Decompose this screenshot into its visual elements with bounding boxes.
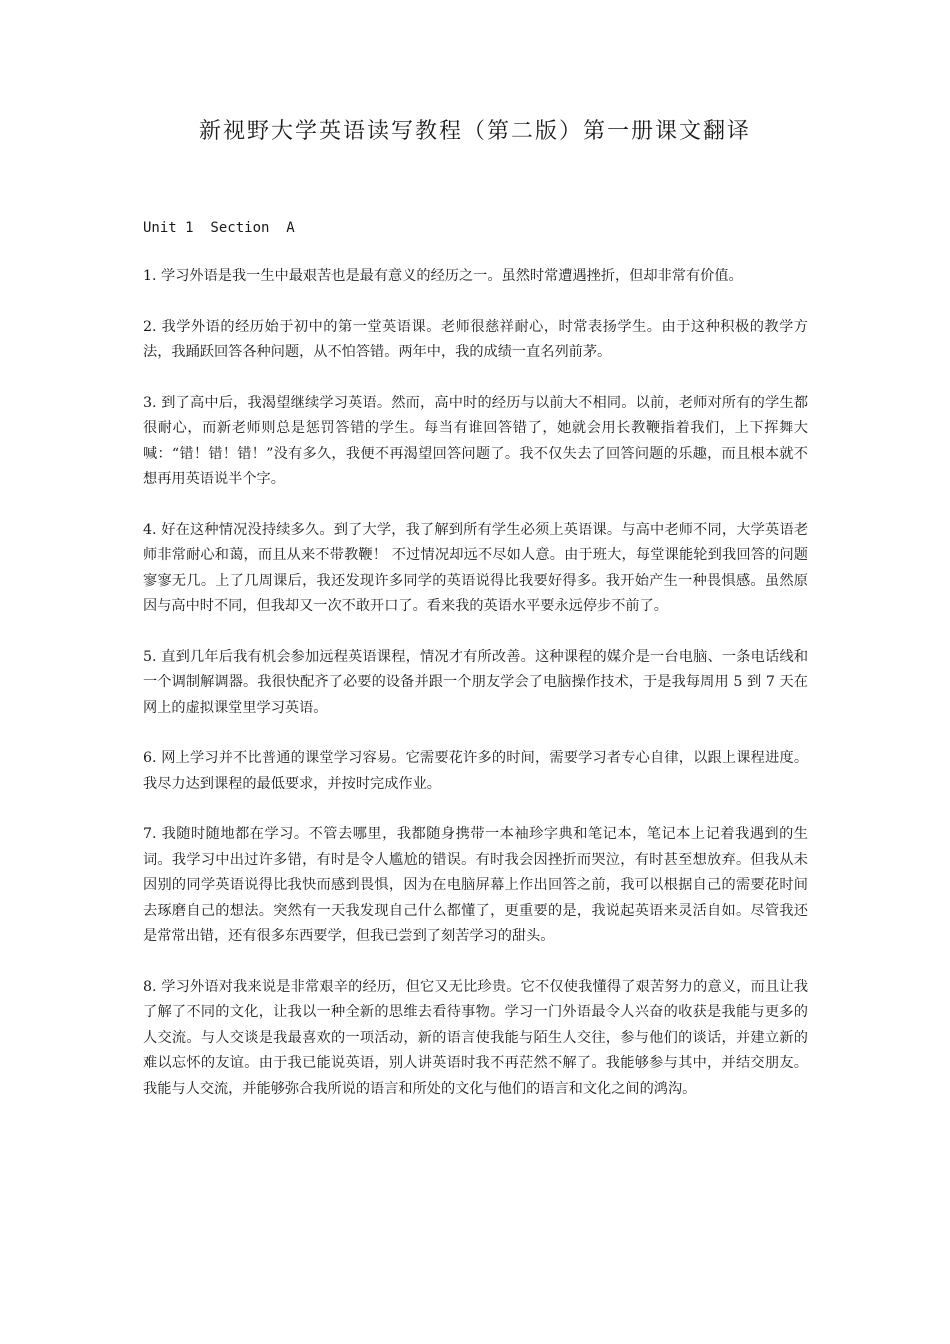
paragraph-5 (143, 645, 808, 722)
paragraph-number: 8. (143, 978, 162, 995)
paragraph-2 (143, 315, 808, 366)
paragraph-text: 学习外语是我一生中最艰苦也是最有意义的经历之一。虽然时常遭遇挫折，但却非常有价值。 (161, 268, 743, 284)
paragraph-text: 学习外语对我来说是非常艰辛的经历，但它又无比珍贵。它不仅使我懂得了艰苦努力的意义，而且让我了解了不同的文化，让我以一种全新的思维去看待事物。学习一门外语最令人兴奋的收获是我能与更多的人交流。与人交谈是我最喜欢的一项活动，新的语言使我能与陌生人交往，参与他们的谈话，并建立新的难以忘怀的友谊。由于我已能说英语，别人讲英语时我不再茫然不解了。我能够参与其中，并结交朋友。我能与人交流，并能够弥合我所说的语言和所处的文化与他们的语言和文化之间的鸿沟。 (143, 978, 809, 1097)
document-body (143, 216, 808, 1127)
paragraph-number: 2. (143, 318, 162, 335)
section-heading: Unit 1 Section A (143, 220, 295, 236)
paragraph-7 (143, 822, 808, 950)
paragraph-number: 3. (143, 394, 162, 411)
paragraph-number: 5. (143, 648, 162, 665)
paragraph-text: 我学外语的经历始于初中的第一堂英语课。老师很慈祥耐心，时常表扬学生。由于这种积极的教学方法，我踊跃回答各种问题，从不怕答错。两年中，我的成绩一直名列前茅。 (143, 318, 808, 360)
paragraph-4 (143, 518, 808, 620)
paragraph-text: 我随时随地都在学习。不管去哪里，我都随身携带一本袖珍字典和笔记本，笔记本上记着我遇到的生词。我学习中出过许多错，有时是令人尴尬的错误。有时我会因挫折而哭泣，有时甚至想放弃。但我从未因别的同学英语说得比我快而感到畏惧，因为在电脑屏幕上作出回答之前，我可以根据自己的需要花时间去琢磨自己的想法。突然有一天我发现自己什么都懂了，更重要的是，我说起英语来灵活自如。尽管我还是常常出错，还有很多东西要学，但我已尝到了刻苦学习的甜头。 (143, 826, 808, 944)
paragraph-text: 到了高中后，我渴望继续学习英语。然而，高中时的经历与以前大不相同。以前，老师对所有的学生都很耐心，而新老师则总是惩罚答错的学生。每当有谁回答错了，她就会用长教鞭指着我们，上下挥舞大喊：“错！错！错！”没有多久，我便不再渴望回答问题了。我不仅失去了回答问题的乐趣，而且根本就不想再用英语说半个字。 (143, 394, 809, 487)
paragraph-3 (143, 391, 808, 493)
paragraph-number: 1. (143, 268, 162, 284)
paragraph-6 (143, 746, 808, 797)
paragraph-text: 好在这种情况没持续多久。到了大学，我了解到所有学生必须上英语课。与高中老师不同，大学英语老师非常耐心和蔼，而且从来不带教鞭！ 不过情况却远不尽如人意。由于班大，每堂课能轮到我回答的问题寥寥无几。上了几周课后，我还发现许多同学的英语说得比我要好得多。我开始产生一种畏惧感。虽然原因与高中时不同，但我却又一次不敢开口了。看来我的英语水平要永远停步不前了。 (143, 521, 809, 614)
paragraph-number: 6. (143, 750, 162, 766)
paragraph-number: 7. (143, 826, 162, 842)
document-title: 新视野大学英语读写教程（第二版）第一册课文翻译 (198, 119, 751, 144)
paragraph-8 (143, 975, 808, 1103)
paragraph-1 (143, 264, 808, 290)
paragraph-number: 4. (143, 521, 162, 538)
paragraph-text: 直到几年后我有机会参加远程英语课程，情况才有所改善。这种课程的媒介是一台电脑、一条电话线和一个调制解调器。我很快配齐了必要的设备并跟一个朋友学会了电脑操作技术，于是我每周用 5 到 7 天在网上的虚拟课堂里学习英语。 (143, 648, 809, 716)
paragraph-text: 网上学习并不比普通的课堂学习容易。它需要花许多的时间，需要学习者专心自律，以跟上课程进度。我尽力达到课程的最低要求，并按时完成作业。 (143, 750, 809, 792)
